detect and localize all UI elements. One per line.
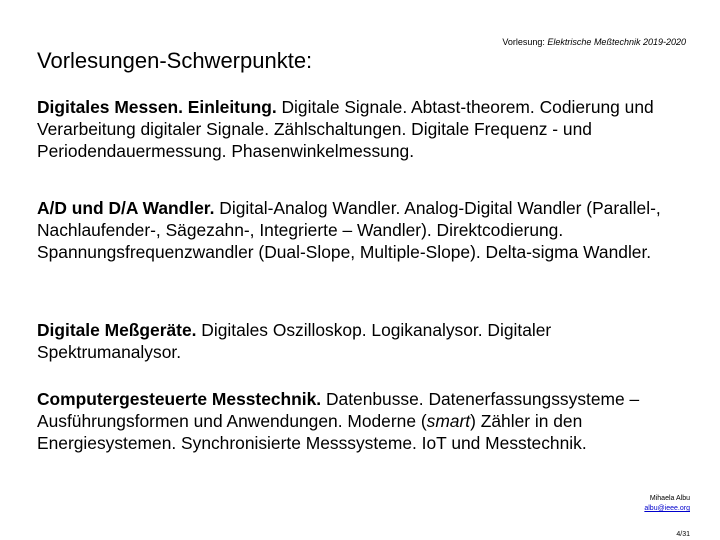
topic-heading: A/D und D/A Wandler. xyxy=(37,198,215,218)
topic-ad-da-converters xyxy=(37,197,693,263)
lecture-header xyxy=(502,37,686,47)
page-number: 4/31 xyxy=(676,531,690,538)
topic-emphasis: smart xyxy=(426,411,471,431)
author-name: Mihaela Albu xyxy=(649,495,690,502)
topic-heading: Digitales Messen. Einleitung. xyxy=(37,97,277,117)
topic-heading: Computergesteuerte Messtechnik. xyxy=(37,389,322,409)
lecture-label: Vorlesung: xyxy=(502,37,548,47)
topic-heading: Digitale Meßgeräte. xyxy=(37,320,197,340)
topic-text: Digital-Analog Wandler. Analog-Digital Wandler (Parallel-, Nachlaufender-, Sägezahn-, Integrierte – Wandler). Direktcodierung. Spannungsfrequenzwandler (Dual-Slope, Multiple-Slope). Delta-sigma Wandler. xyxy=(37,198,661,262)
topic-text: Datenbusse. Datenerfassungssysteme – Ausführungsformen und Anwendungen. Moderne ( xyxy=(37,389,640,431)
topic-text: Digitales Oszilloskop. Logikanalysor. Digitaler Spektrumanalysor. xyxy=(37,320,552,362)
author-email-link[interactable]: albu@ieee.org xyxy=(644,505,690,512)
slide-title: Vorlesungen-Schwerpunkte: xyxy=(37,48,313,73)
topic-digital-instruments xyxy=(37,319,693,363)
slide-footer xyxy=(644,494,690,540)
topic-text: ) Zähler in den Energiesystemen. Synchronisierte Messsysteme. IoT und Messtechnik. xyxy=(37,411,587,453)
topic-computer-controlled-measurement xyxy=(37,388,693,454)
topic-text: Digitale Signale. Abtast-theorem. Codierung und Verarbeitung digitaler Signale. Zählschaltungen. Digitale Frequenz - und Periodendauermessung. Phasenwinkelmessung. xyxy=(37,97,654,161)
topic-digital-measurement xyxy=(37,96,693,162)
course-name: Elektrische Meßtechnik 2019-2020 xyxy=(547,37,686,47)
